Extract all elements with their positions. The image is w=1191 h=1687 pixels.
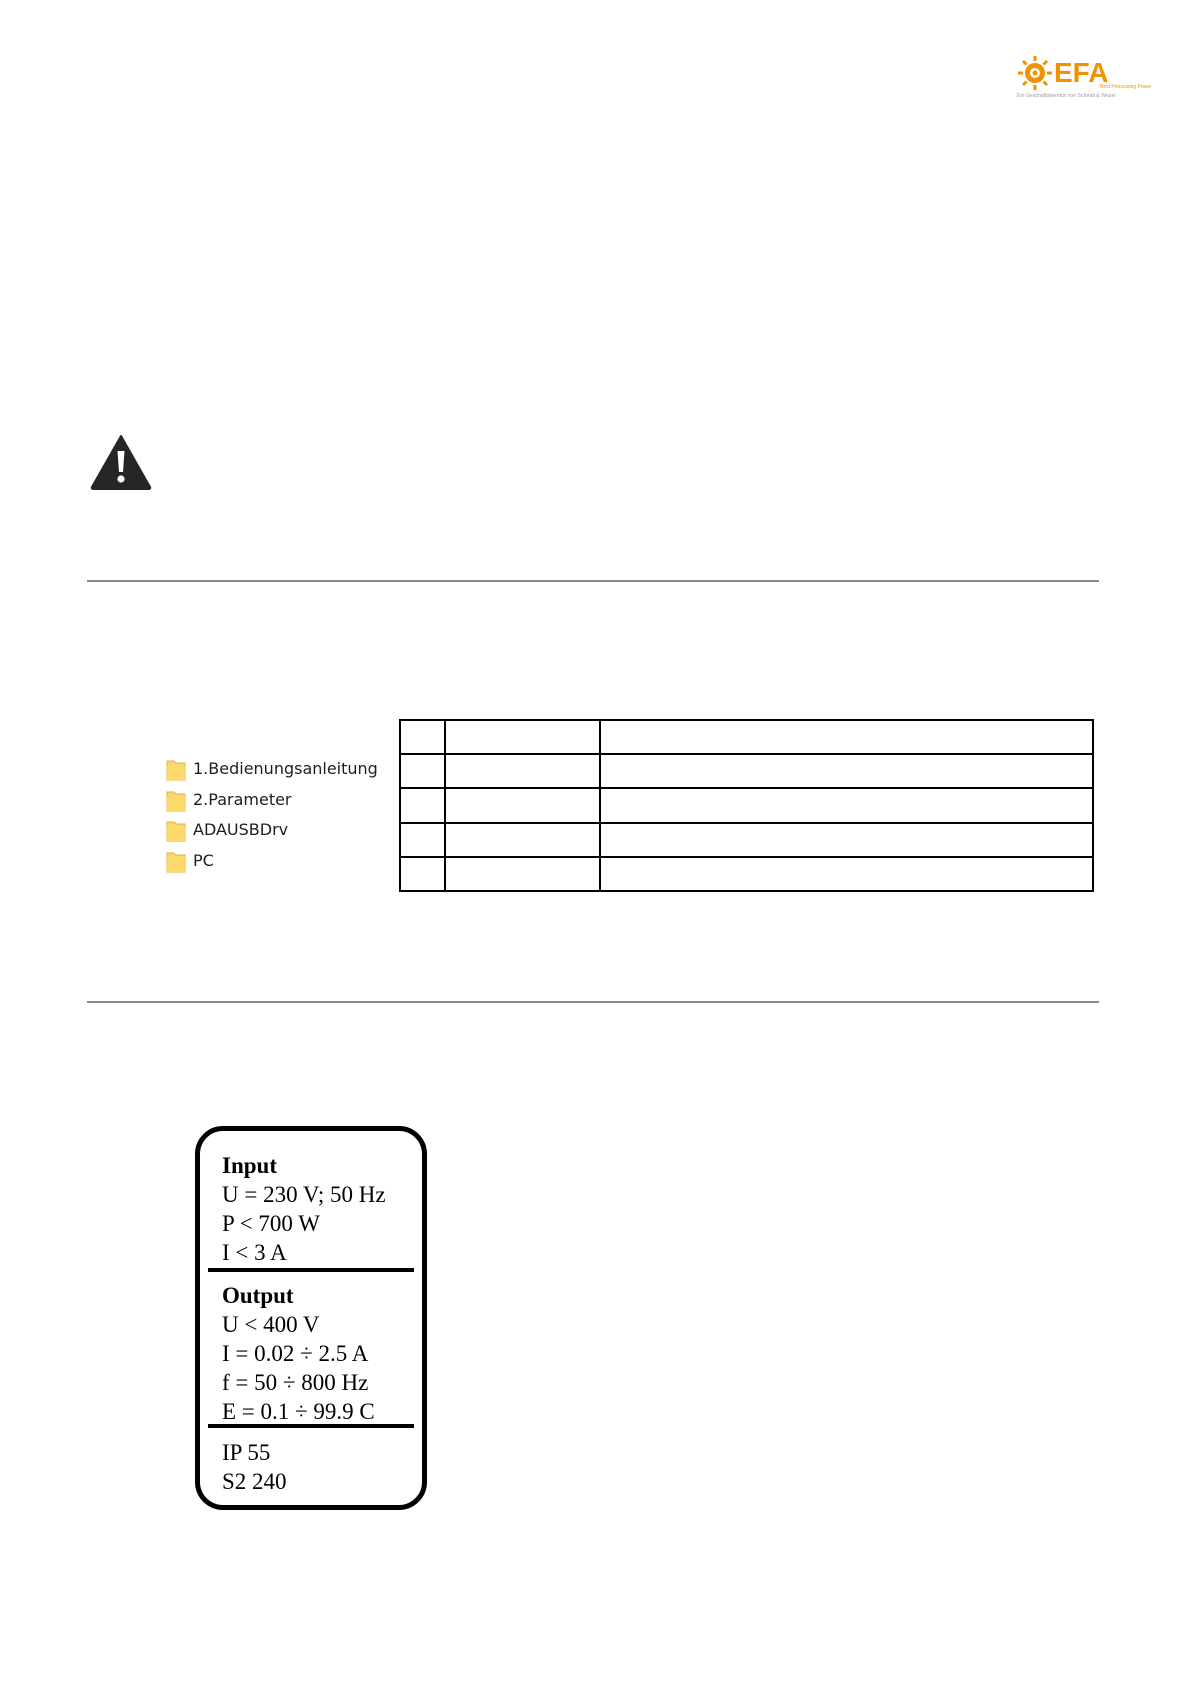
table-cell	[600, 823, 1093, 857]
folder-item-parameter[interactable]	[166, 786, 386, 817]
output-current: I = 0.02 ÷ 2.5 A	[222, 1341, 369, 1366]
folder-icon	[166, 759, 186, 781]
section-divider	[87, 1001, 1099, 1003]
folder-icon	[166, 851, 186, 873]
folder-name: 2.Parameter	[193, 789, 292, 809]
duty-cycle: S2 240	[222, 1469, 287, 1494]
table-cell	[400, 823, 445, 857]
spec-divider	[208, 1424, 414, 1428]
table-cell	[400, 788, 445, 822]
table-cell	[445, 754, 600, 788]
table-cell	[600, 788, 1093, 822]
efa-logo-subline: Ein Geschäftsbereich von Schmid & Wezel	[1017, 93, 1116, 99]
input-current: I < 3 A	[222, 1240, 287, 1265]
other-specs	[222, 1438, 287, 1496]
folder-item-bedienungsanleitung[interactable]	[166, 755, 386, 786]
output-heading: Output	[222, 1283, 294, 1308]
table-cell	[600, 857, 1093, 891]
folder-list	[166, 755, 386, 877]
efa-logo-tagline: Best Processing Power	[1100, 84, 1152, 90]
input-voltage: U = 230 V; 50 Hz	[222, 1182, 386, 1207]
folder-name: PC	[193, 850, 214, 870]
table-row	[400, 754, 1093, 788]
efa-logo-text: EFA	[1054, 57, 1109, 88]
table-row	[400, 857, 1093, 891]
table-cell	[445, 823, 600, 857]
table-row	[400, 788, 1093, 822]
folder-icon	[166, 820, 186, 842]
folder-icon	[166, 790, 186, 812]
table-cell	[445, 788, 600, 822]
efa-logo	[1014, 52, 1164, 102]
table-cell	[400, 720, 445, 754]
table-row	[400, 720, 1093, 754]
table-cell	[600, 754, 1093, 788]
table-cell	[400, 857, 445, 891]
output-specs	[222, 1281, 375, 1426]
table-cell	[445, 857, 600, 891]
output-voltage: U < 400 V	[222, 1312, 320, 1337]
output-energy: E = 0.1 ÷ 99.9 C	[222, 1399, 375, 1424]
input-power: P < 700 W	[222, 1211, 320, 1236]
rating-plate	[195, 1126, 427, 1510]
efa-logo-graphic	[1014, 52, 1164, 102]
input-heading: Input	[222, 1153, 277, 1178]
spec-divider	[208, 1268, 414, 1272]
section-divider	[87, 580, 1099, 582]
ip-rating: IP 55	[222, 1440, 271, 1465]
table-row	[400, 823, 1093, 857]
table-cell	[445, 720, 600, 754]
folder-item-adausbdrv[interactable]	[166, 816, 386, 847]
table-cell	[600, 720, 1093, 754]
folder-name: 1.Bedienungsanleitung	[193, 759, 378, 778]
folder-name: ADAUSBDrv	[193, 820, 289, 839]
warning-triangle-icon	[90, 434, 152, 490]
folder-item-pc[interactable]	[166, 847, 386, 878]
folder-description-table	[399, 719, 1094, 892]
table-cell	[400, 754, 445, 788]
output-frequency: f = 50 ÷ 800 Hz	[222, 1370, 369, 1395]
input-specs	[222, 1151, 386, 1267]
